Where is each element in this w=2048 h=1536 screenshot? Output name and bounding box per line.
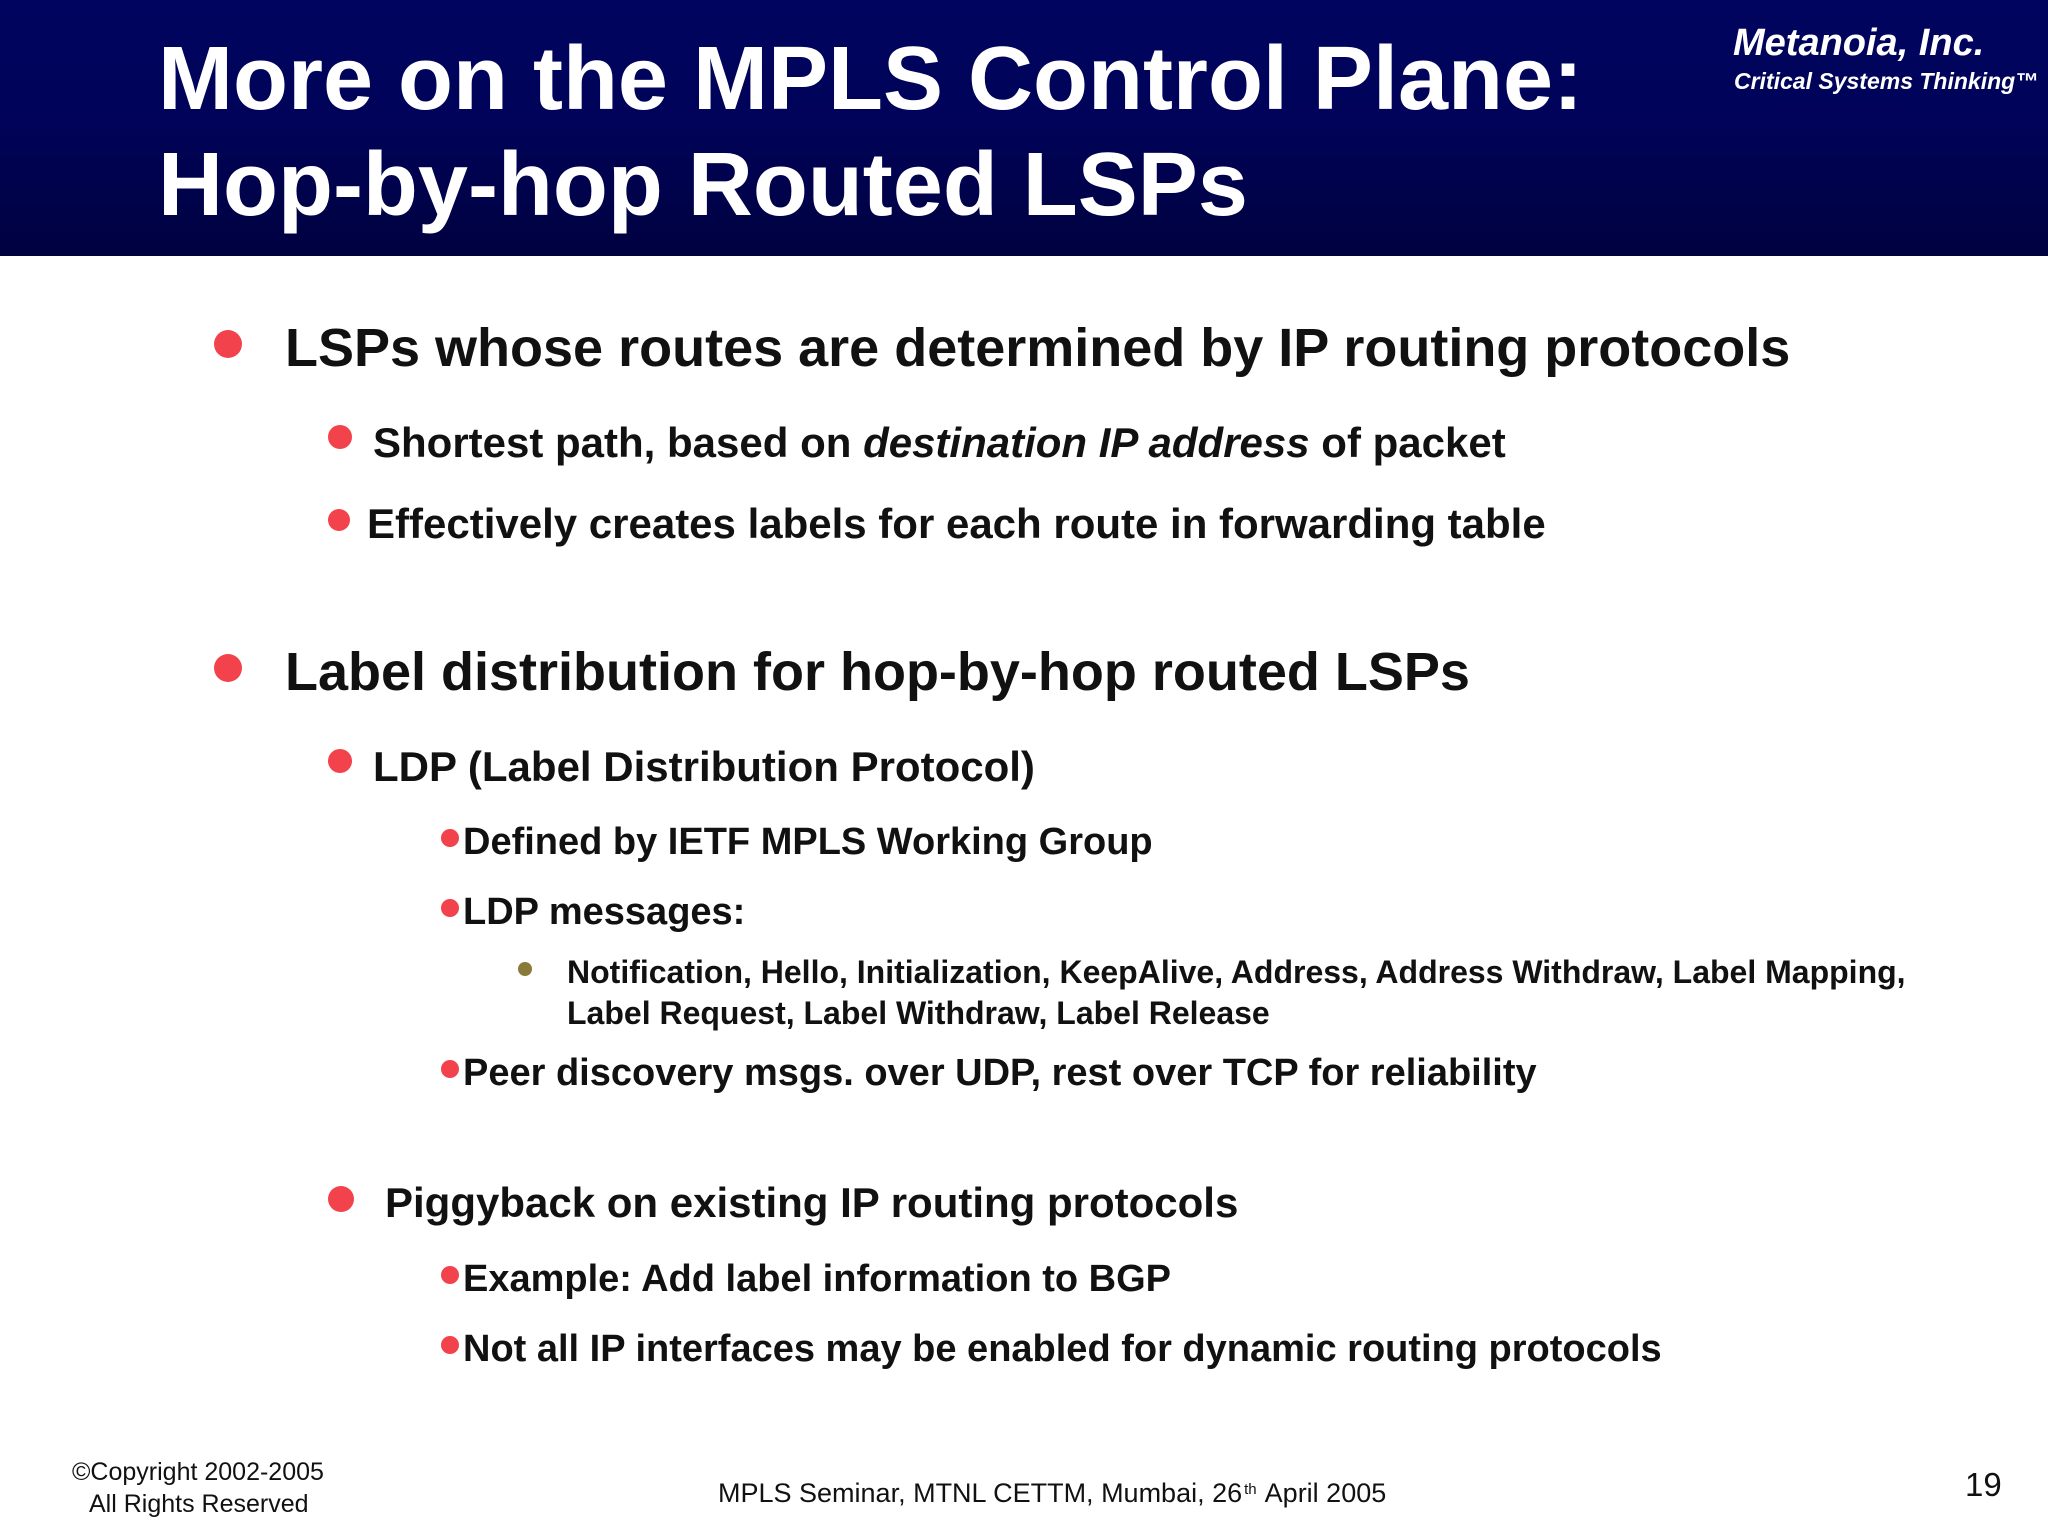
shortest-path-text: Shortest path, based on bbox=[373, 419, 864, 466]
bullet-lsp-routes: LSPs whose routes are determined by IP routing protocols bbox=[285, 318, 1791, 378]
bullet-dot bbox=[441, 1060, 459, 1078]
bullet-bgp-example: Example: Add label information to BGP bbox=[463, 1258, 1171, 1300]
brand-tagline: Critical Systems Thinking™ bbox=[1734, 68, 2039, 94]
bullet-dot bbox=[328, 1186, 354, 1212]
copyright-line-2: All Rights Reserved bbox=[89, 1490, 309, 1518]
bullet-creates-labels: Effectively creates labels for each route in forwarding table bbox=[367, 500, 1546, 547]
bullet-label-distribution: Label distribution for hop-by-hop routed LSPs bbox=[285, 642, 1470, 702]
event-text: MPLS Seminar, MTNL CETTM, Mumbai, 26 bbox=[718, 1478, 1243, 1508]
bullet-dot bbox=[441, 1266, 459, 1284]
bullet-not-all-interfaces: Not all IP interfaces may be enabled for dynamic routing protocols bbox=[463, 1328, 1662, 1370]
bullet-ldp: LDP (Label Distribution Protocol) bbox=[373, 743, 1035, 790]
bullet-dot bbox=[441, 1336, 459, 1354]
bullet-peer-discovery: Peer discovery msgs. over UDP, rest over TCP for reliability bbox=[463, 1052, 1537, 1094]
bullet-dot bbox=[328, 425, 352, 449]
slide-header bbox=[0, 0, 2048, 256]
destination-ip-emphasis: destination IP address bbox=[863, 419, 1310, 466]
bullet-dot bbox=[328, 509, 350, 531]
event-text-end: April 2005 bbox=[1258, 1478, 1387, 1508]
bullet-defined-by-ietf: Defined by IETF MPLS Working Group bbox=[463, 821, 1153, 863]
bullet-dot bbox=[214, 330, 242, 358]
copyright-line-1: ©Copyright 2002-2005 bbox=[72, 1458, 324, 1486]
bullet-dot bbox=[328, 749, 352, 773]
copyright-notice bbox=[72, 1456, 324, 1520]
bullet-dot bbox=[441, 829, 459, 847]
bullet-dot bbox=[441, 899, 459, 917]
slide-title bbox=[158, 26, 1583, 238]
brand-name: Metanoia, Inc. bbox=[1733, 22, 1985, 64]
bullet-ldp-messages: LDP messages: bbox=[463, 891, 746, 933]
page-number: 19 bbox=[1965, 1466, 2002, 1503]
event-date-suffix: th bbox=[1244, 1481, 1257, 1498]
bullet-dot-small bbox=[518, 962, 532, 976]
brand-logo bbox=[1733, 20, 2038, 96]
bullet-shortest-path bbox=[373, 418, 1506, 468]
bullet-piggyback: Piggyback on existing IP routing protocols bbox=[385, 1179, 1239, 1226]
event-footer bbox=[718, 1474, 1386, 1509]
bullet-dot bbox=[214, 654, 242, 682]
title-line-2: Hop-by-hop Routed LSPs bbox=[158, 135, 1248, 235]
ldp-message-list: Notification, Hello, Initialization, KeepAlive, Address, Address Withdraw, Label Mapping, Label Request, Label Withdraw, Label Release bbox=[567, 954, 1906, 1031]
title-line-1: More on the MPLS Control Plane: bbox=[158, 29, 1584, 129]
shortest-path-text-end: of packet bbox=[1309, 419, 1506, 466]
